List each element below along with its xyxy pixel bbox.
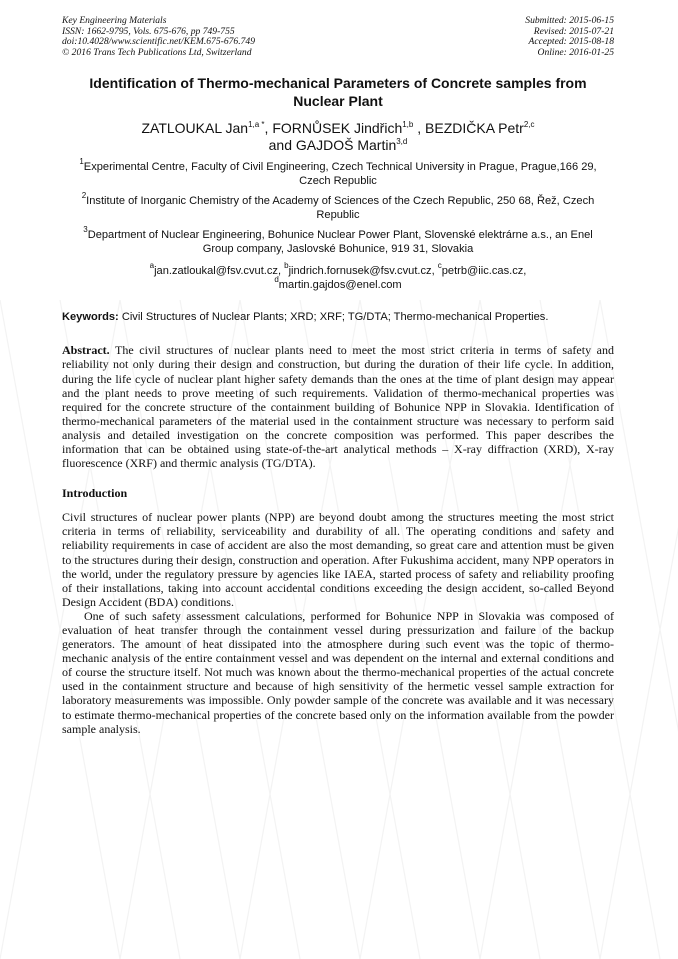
paper-title: Identification of Thermo-mechanical Parameters of Concrete samples from Nuclear Plant <box>89 75 587 110</box>
affiliation-number: 3 <box>83 225 88 235</box>
keywords-label: Keywords: <box>62 311 119 324</box>
copyright-line: © 2016 Trans Tech Publications Ltd, Switzerland <box>62 46 252 58</box>
author-separator: , <box>264 120 273 137</box>
header-left <box>62 16 255 58</box>
abstract-label: Abstract. <box>62 343 110 358</box>
email-link[interactable]: martin.gajdos@enel.com <box>278 278 402 291</box>
revised-date: Revised: 2015-07-21 <box>533 25 614 37</box>
online-date: Online: 2016-01-25 <box>537 46 614 58</box>
affiliation-text: Department of Nuclear Engineering, Bohunice Nuclear Power Plant, Slovenské elektrárne a.s., an Enel Group company, Jaslovské Bohunice, 919 31, Slovakia <box>87 229 593 255</box>
author-name: GAJDOŠ Martin <box>295 137 397 154</box>
issn-line: ISSN: 1662-9795, Vols. 675-676, pp 749-755 <box>62 25 235 37</box>
email-superscript: d <box>274 274 279 284</box>
author-superscript: 2,c <box>523 120 535 130</box>
author-separator: and <box>268 137 296 154</box>
intro-paragraph-1: Civil structures of nuclear power plants (NPP) are beyond doubt among the structures meeting the most strict criteria in terms of reliability, serviceability and durability of all. The operating conditions and safety and reliability requirements in case of accident are also the most demanding, so great care and attention must be given to the structures during their design, construction and operation. After Fukushima accident, many NPP operators in the world, under the regulatory pressure by agencies like IAEA, started process of safety and reliability proofing of their installations, taking into account accidental conditions exceeding the design accident, so-called Beyond Design Accident (BDA) conditions. <box>62 510 614 609</box>
abstract-text: The civil structures of nuclear plants need to meet the most strict criteria in terms of safety and reliability not only during their design and construction, but during the duration of their life cycle. In addition, during the life cycle of nuclear plant higher safety demands than the ones at the time of plant design may appear and the plant needs to prove meeting of such requirements. Validation of thermo-mechanical properties was required for the concrete structure of the containment building of Bohunice NPP in Slovakia. Identification of thermo-mechanical parameters of the material used in the containment structure was necessary to perform said analysis and detailed investigation on the concrete composition was performed. This paper describes the information that can be obtained using state-of-the-art analytical methods – X-ray diffraction (XRD), X-ray fluorescence (XRF) and thermic analysis (TG/DTA). <box>62 343 614 471</box>
accepted-date: Accepted: 2015-08-18 <box>528 36 614 48</box>
email-superscript: b <box>284 261 289 271</box>
author-separator: , <box>413 120 426 137</box>
author-superscript: 1,b <box>402 120 414 130</box>
email-list <box>62 261 614 292</box>
intro-paragraph-2: One of such safety assessment calculations, performed for Bohunice NPP in Slovakia was composed of evaluation of heat transfer through the containment vessel during pressurization and failure of the backup generators. The amount of heat dissipated into the atmosphere during such event was the topic of thermo-mechanic analysis of the entire containment vessel and was dependent on the internal and external conditions and of course the structure itself. Not much was known about the thermo-mechanical properties of the actual concrete used in the containment structure and because of high sensitivity of the hermetic vessel sample extraction for laboratory measurements was impossible. Only powder sample of the concrete was available and it was necessary to estimate thermo-mechanical properties of the concrete based only on the information available from the powder sample analysis. <box>62 608 614 736</box>
keywords-text: Civil Structures of Nuclear Plants; XRD; XRF; TG/DTA; Thermo-mechanical Properties. <box>121 311 549 324</box>
affiliation-text: Institute of Inorganic Chemistry of the Academy of Sciences of the Czech Republic, 250 68, Řež, Czech Republic <box>86 195 595 221</box>
email-link[interactable]: jindrich.fornusek@fsv.cvut.cz, <box>288 265 438 278</box>
journal-name: Key Engineering Materials <box>62 15 167 26</box>
affiliation-2 <box>62 191 614 222</box>
email-link[interactable]: petrb@iic.cas.cz, <box>441 265 527 278</box>
abstract <box>62 343 614 470</box>
author-name: ZATLOUKAL Jan <box>141 120 249 137</box>
author-name: BEZDIČKA Petr <box>425 120 524 137</box>
author-name: FORNŮSEK Jindřich <box>272 120 403 137</box>
section-heading: Introduction <box>62 486 128 501</box>
submitted-date: Submitted: 2015-06-15 <box>525 15 614 26</box>
affiliation-1 <box>62 157 614 188</box>
author-list <box>62 120 614 154</box>
email-link[interactable]: jan.zatloukal@fsv.cvut.cz, <box>154 265 285 278</box>
author-superscript: 1,a <box>248 120 260 130</box>
corresponding-star: * <box>259 120 265 130</box>
affiliation-number: 1 <box>79 157 84 167</box>
header-right <box>525 16 614 58</box>
email-superscript: c <box>437 261 442 271</box>
paper-page <box>62 16 614 736</box>
affiliation-3 <box>62 225 614 256</box>
doi-line[interactable]: doi:10.4028/www.scientific.net/KEM.675-676.749 <box>62 36 256 48</box>
affiliation-number: 2 <box>81 191 87 201</box>
keywords <box>62 311 614 324</box>
affiliation-text: Experimental Centre, Faculty of Civil Engineering, Czech Technical University in Prague, Prague,166 29, Czech Republic <box>83 161 597 187</box>
author-superscript: 3,d <box>396 137 408 147</box>
journal-header <box>62 16 614 58</box>
email-superscript: a <box>149 261 155 271</box>
